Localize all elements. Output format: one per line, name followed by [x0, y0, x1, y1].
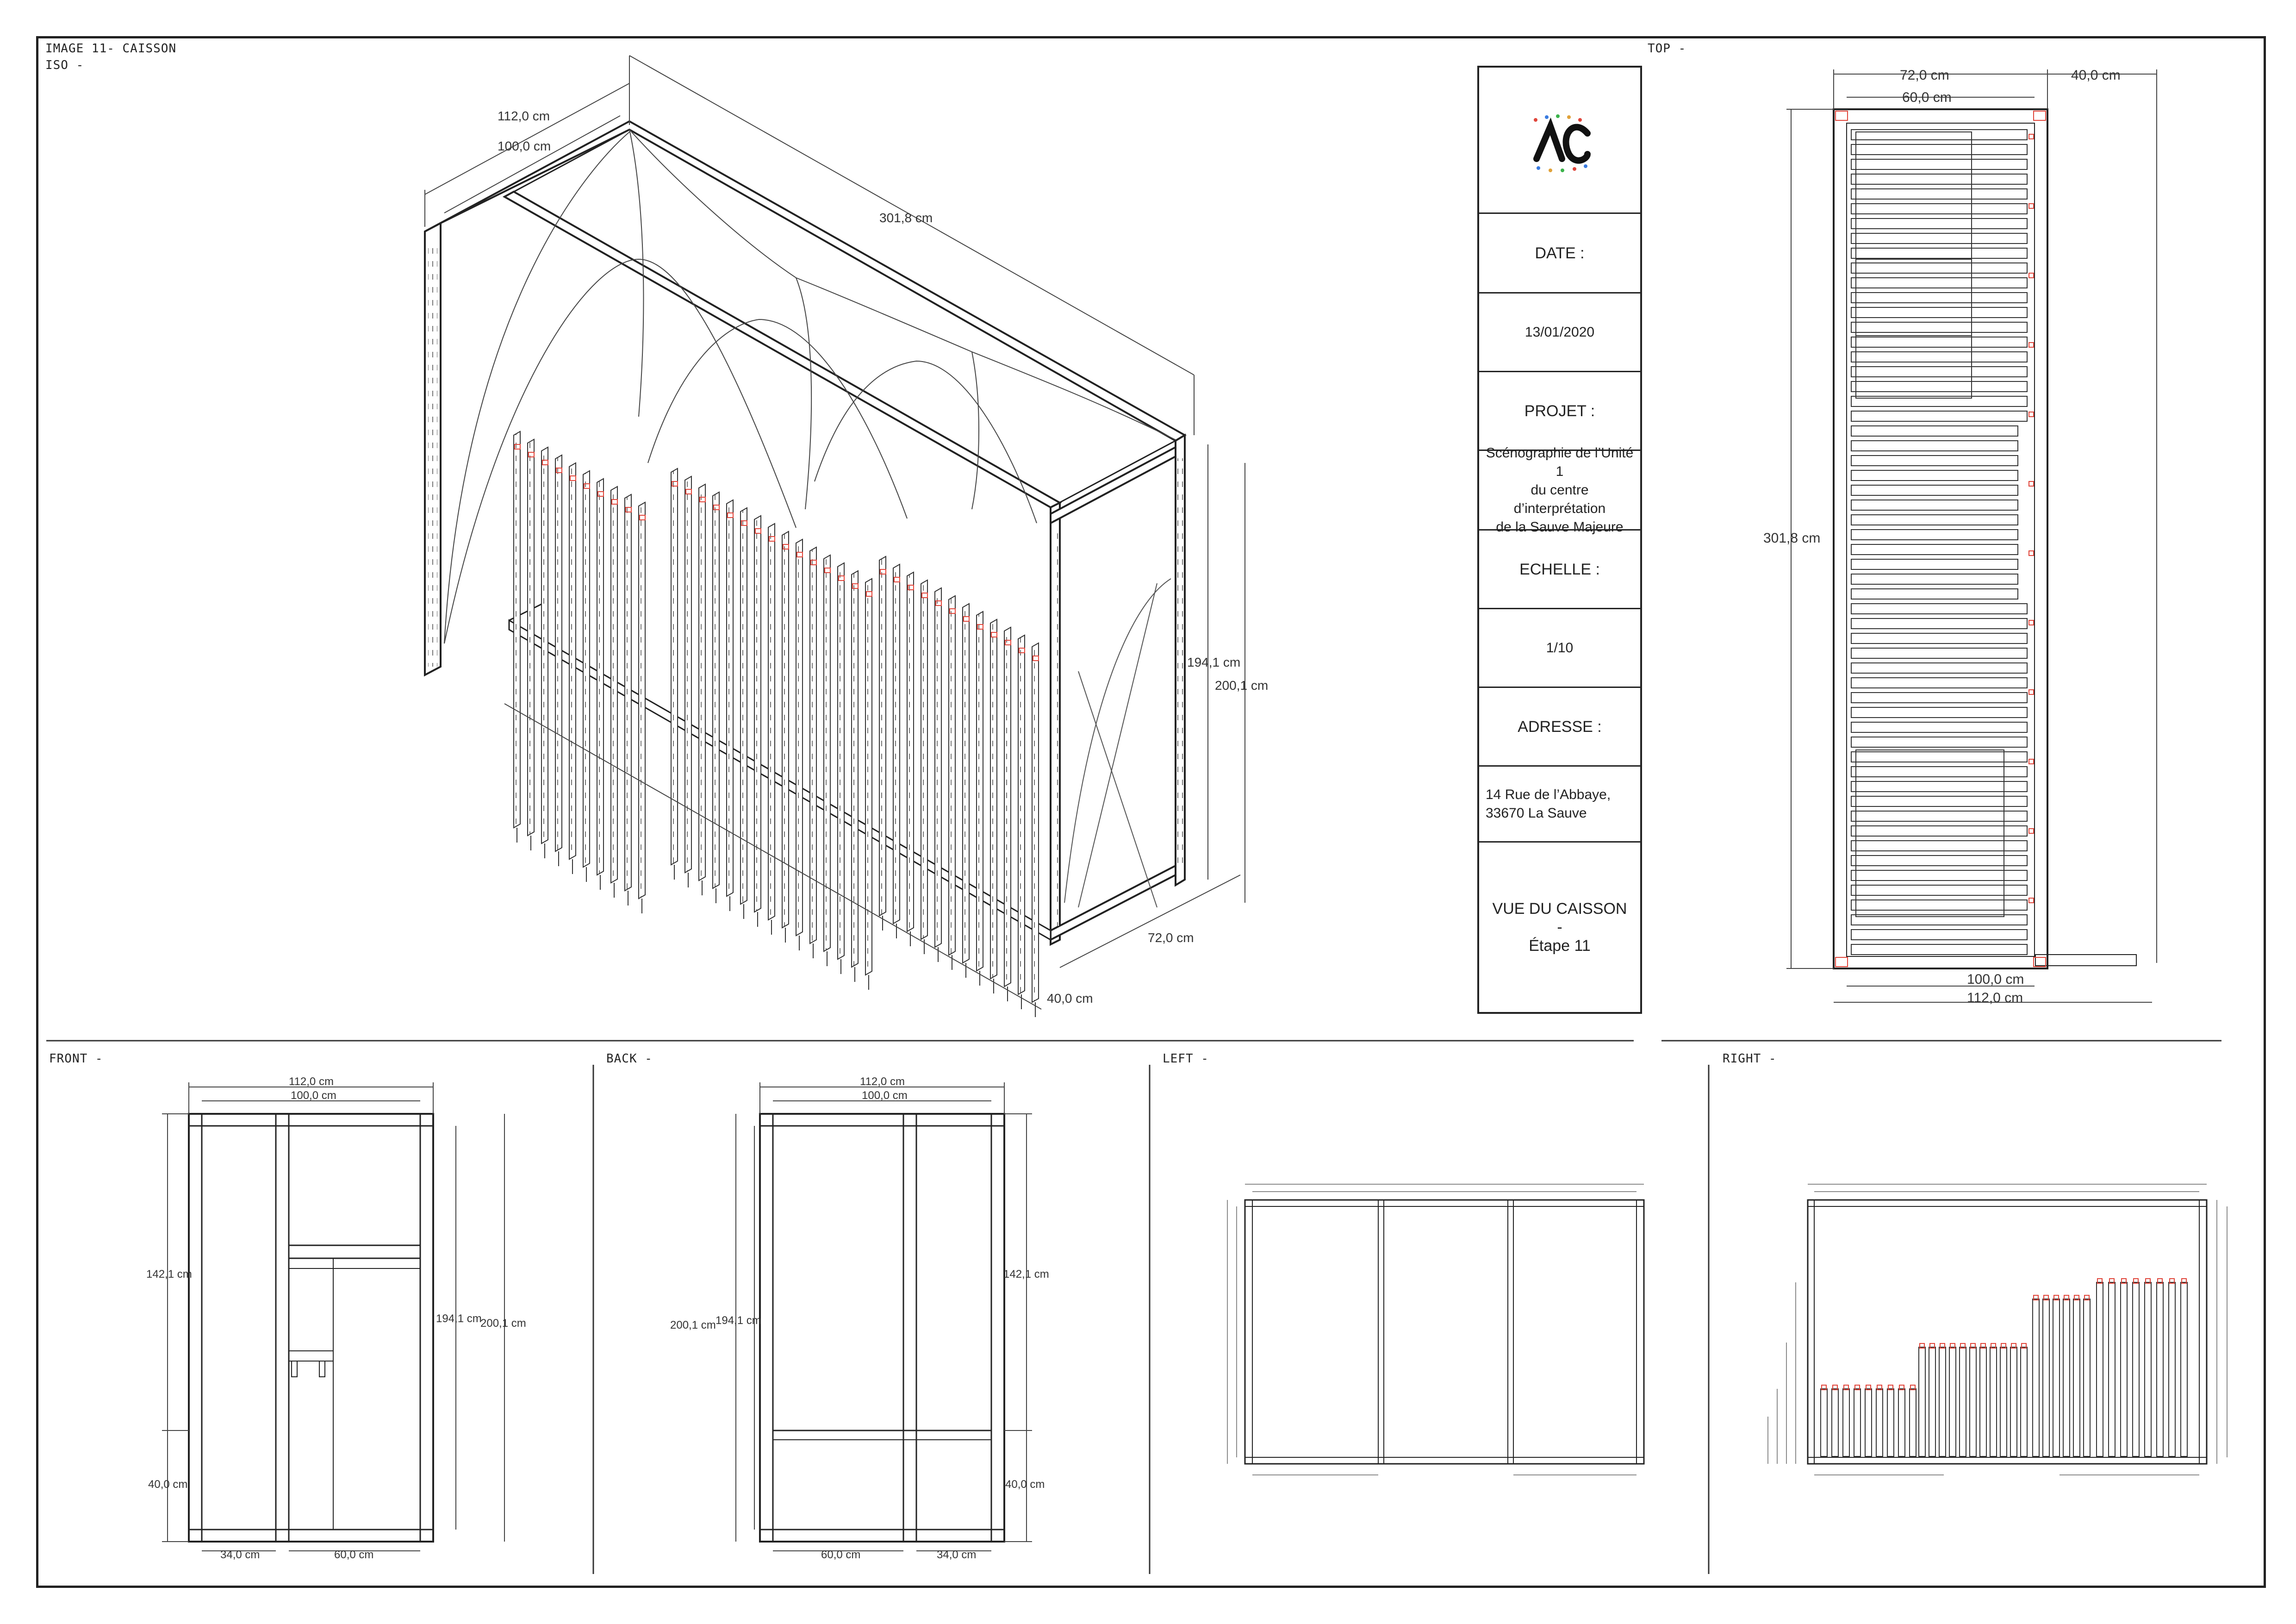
top-slat: [1851, 233, 2027, 244]
iso-dim-width-inner: 100,0 cm: [498, 139, 551, 153]
right-slat: [1939, 1347, 1946, 1456]
iso-panel: [754, 516, 761, 912]
back-dim-width-outer: 112,0 cm: [860, 1075, 905, 1088]
top-slat: [1851, 352, 2027, 362]
top-slat: [1851, 189, 2027, 199]
top-slat: [1851, 900, 2027, 910]
front-view: [189, 1114, 433, 1542]
top-slat: [1851, 707, 2027, 718]
right-slat: [2053, 1299, 2060, 1456]
iso-panel: [685, 476, 691, 873]
right-slat: [2010, 1347, 2017, 1456]
top-slat: [1851, 130, 2027, 140]
top-slat: [1851, 752, 2027, 762]
iso-dim-height-outer: 200,1 cm: [1215, 678, 1269, 693]
top-slat: [1851, 470, 2018, 481]
front-dim-height-inner: 194,1 cm: [436, 1312, 482, 1325]
top-slat: [1851, 811, 2027, 821]
right-slat: [2169, 1282, 2175, 1456]
right-slat: [2000, 1347, 2007, 1456]
top-slat: [1851, 944, 2027, 955]
right-slat: [2063, 1299, 2070, 1456]
top-slat: [1851, 737, 2027, 747]
top-slat: [1851, 411, 2027, 421]
iso-panel: [907, 572, 914, 931]
front-view-label: FRONT -: [49, 1052, 103, 1066]
top-slat: [1851, 530, 2018, 540]
iso-panel: [949, 596, 955, 955]
right-slat: [2109, 1282, 2115, 1456]
top-slat: [1851, 381, 2027, 392]
iso-panel: [597, 479, 604, 875]
right-slat: [1990, 1347, 1997, 1456]
top-slat: [1851, 500, 2018, 510]
iso-panel: [740, 508, 747, 904]
iso-dim-depth: 72,0 cm: [1148, 931, 1194, 945]
top-slat: [1851, 722, 2027, 732]
iso-panel: [768, 524, 775, 920]
iso-dim-height-inner: 194,1 cm: [1187, 655, 1241, 669]
date-value: 13/01/2020: [1479, 294, 1640, 372]
top-slat: [1851, 144, 2027, 155]
iso-panel: [528, 439, 534, 836]
top-slat: [1851, 796, 2027, 806]
top-slat: [1851, 307, 2027, 318]
project-line-3: de la Sauve Majeure: [1496, 519, 1624, 535]
back-dim-bottom-a: 60,0 cm: [821, 1549, 861, 1561]
right-slat: [1843, 1389, 1849, 1456]
top-dim-width-inner: 100,0 cm: [1967, 972, 2024, 987]
right-slat: [1854, 1389, 1860, 1456]
top-slat: [1851, 633, 2027, 643]
iso-label: ISO -: [45, 58, 84, 72]
iso-panel: [935, 588, 941, 947]
iso-panel: [625, 494, 631, 891]
top-slat: [1851, 441, 2018, 451]
top-slat: [1851, 278, 2027, 288]
iso-panel: [796, 539, 803, 936]
right-slat: [2133, 1282, 2139, 1456]
iso-panel: [977, 612, 983, 971]
iso-panel: [514, 431, 520, 828]
iso-view: [425, 121, 1185, 944]
back-view-label: BACK -: [606, 1052, 653, 1066]
iso-panel: [671, 468, 678, 865]
right-slat: [1929, 1347, 1935, 1456]
iso-panel: [921, 580, 927, 939]
top-slat: [1851, 781, 2027, 792]
back-view: [760, 1114, 1004, 1542]
left-view-label: LEFT -: [1163, 1052, 1209, 1066]
iso-panel: [879, 556, 886, 916]
right-slat: [2033, 1299, 2039, 1456]
top-slat: [1851, 574, 2018, 584]
scale-label: ECHELLE :: [1479, 531, 1640, 609]
view-title-line-3: Étape 11: [1529, 937, 1591, 955]
front-dim-width-outer: 112,0 cm: [289, 1075, 334, 1088]
iso-panel: [611, 487, 617, 883]
top-slat: [1851, 767, 2027, 777]
iso-panel: [893, 564, 900, 924]
iso-panel: [865, 579, 872, 975]
top-slat: [1851, 589, 2018, 599]
right-slat: [1898, 1389, 1905, 1456]
back-dim-height-lower: 40,0 cm: [1005, 1478, 1045, 1491]
address-label: ADRESSE :: [1479, 688, 1640, 767]
right-slat: [2073, 1299, 2080, 1456]
back-dim-height-upper: 142,1 cm: [1003, 1268, 1049, 1280]
scale-value: 1/10: [1479, 609, 1640, 688]
iso-panel: [583, 471, 590, 867]
right-slat: [1919, 1347, 1925, 1456]
top-dim-length: 301,8 cm: [1763, 531, 1821, 546]
top-dim-depth: 72,0 cm: [1900, 68, 1949, 83]
top-slat: [1851, 456, 2018, 466]
right-slat: [1832, 1389, 1838, 1456]
right-slat: [2145, 1282, 2151, 1456]
top-slat: [1851, 337, 2027, 347]
top-slat: [1851, 604, 2027, 614]
right-slat: [1949, 1347, 1956, 1456]
iso-dim-depth-2: 40,0 cm: [1047, 991, 1093, 1006]
right-slat: [1960, 1347, 1966, 1456]
top-slat: [1851, 159, 2027, 169]
image-title: IMAGE 11- CAISSON: [45, 42, 177, 56]
back-dim-width-inner: 100,0 cm: [862, 1089, 908, 1102]
address-line-1: 14 Rue de l’Abbaye,: [1486, 787, 1611, 802]
iso-panel: [990, 619, 997, 979]
iso-dim-length: 301,8 cm: [879, 211, 933, 225]
top-slat: [1851, 841, 2027, 851]
left-view: [1227, 1184, 1644, 1475]
top-slat: [1851, 293, 2027, 303]
right-slat: [2157, 1282, 2163, 1456]
top-slat: [1851, 885, 2027, 895]
back-dim-height-inner: 194,1 cm: [716, 1314, 761, 1327]
top-dim-depth-inner: 60,0 cm: [1902, 90, 1952, 105]
right-slat: [2097, 1282, 2103, 1456]
iso-panel: [810, 547, 816, 943]
top-slat: [1851, 204, 2027, 214]
top-slat: [1851, 870, 2027, 881]
top-slat: [1851, 263, 2027, 273]
iso-panel: [963, 604, 969, 963]
top-slat: [1851, 367, 2027, 377]
front-dim-bottom-b: 60,0 cm: [334, 1549, 374, 1561]
front-dim-height-outer: 200,1 cm: [480, 1317, 526, 1330]
top-slat: [1851, 618, 2027, 629]
iso-panel: [639, 502, 645, 899]
iso-panels: [514, 431, 1039, 1017]
view-title-line-2: -: [1557, 918, 1562, 936]
iso-panel: [541, 447, 548, 843]
front-dim-width-inner: 100,0 cm: [291, 1089, 336, 1102]
top-view-label: TOP -: [1648, 42, 1686, 56]
right-slat: [1876, 1389, 1883, 1456]
top-slat: [1851, 426, 2018, 436]
top-slat: [1851, 678, 2027, 688]
top-slat: [1851, 559, 2018, 569]
top-slat: [1851, 322, 2027, 332]
iso-panel: [782, 531, 789, 928]
iso-panel: [838, 563, 844, 959]
right-slat: [1980, 1347, 1986, 1456]
iso-panel: [699, 484, 705, 881]
top-slat: [1851, 826, 2027, 836]
right-slat: [1865, 1389, 1872, 1456]
project-line-2: du centre d’interprétation: [1513, 482, 1606, 516]
right-slat: [1970, 1347, 1976, 1456]
right-slat: [2084, 1299, 2090, 1456]
top-slat: [1851, 693, 2027, 703]
front-dim-height-lower: 40,0 cm: [148, 1478, 188, 1491]
right-view-label: RIGHT -: [1723, 1052, 1777, 1066]
right-slat: [2181, 1282, 2187, 1456]
top-slat: [1851, 515, 2018, 525]
top-dim-width-outer: 112,0 cm: [1967, 990, 2023, 1006]
right-slat: [2021, 1347, 2027, 1456]
back-dim-height-outer: 200,1 cm: [670, 1319, 716, 1331]
iso-panel: [852, 571, 858, 967]
front-dim-bottom-a: 34,0 cm: [220, 1549, 260, 1561]
right-slat: [1910, 1389, 1916, 1456]
right-slat: [1887, 1389, 1894, 1456]
project-line-1: Scénographie de l’Unité 1: [1486, 445, 1634, 479]
iso-panel: [569, 463, 576, 859]
top-dim-ext: 40,0 cm: [2071, 68, 2121, 83]
iso-panel: [713, 492, 719, 888]
front-dim-height-upper: 142,1 cm: [146, 1268, 192, 1280]
address-line-2: 33670 La Sauve: [1486, 805, 1587, 821]
iso-panel: [727, 500, 733, 896]
top-slat: [1851, 856, 2027, 866]
project-label: PROJET :: [1479, 372, 1640, 451]
top-slat: [1851, 248, 2027, 258]
iso-panel: [1018, 635, 1025, 994]
right-slat: [2043, 1299, 2049, 1456]
top-slat: [1851, 544, 2018, 555]
top-slat: [1851, 663, 2027, 673]
date-label: DATE :: [1479, 214, 1640, 294]
right-slat: [2121, 1282, 2127, 1456]
view-title-line-1: VUE DU CAISSON: [1492, 900, 1627, 918]
iso-dim-width-outer: 112,0 cm: [498, 109, 550, 123]
top-slat: [1851, 930, 2027, 940]
iso-panel: [1032, 643, 1039, 1002]
iso-panel: [555, 455, 562, 851]
right-slat: [1821, 1389, 1827, 1456]
iso-panel: [824, 555, 830, 951]
iso-panel: [1004, 627, 1011, 987]
top-slat: [1851, 485, 2018, 495]
back-dim-bottom-b: 34,0 cm: [937, 1549, 977, 1561]
top-slat: [1851, 174, 2027, 184]
top-slat: [1851, 648, 2027, 658]
top-slat: [1851, 219, 2027, 229]
